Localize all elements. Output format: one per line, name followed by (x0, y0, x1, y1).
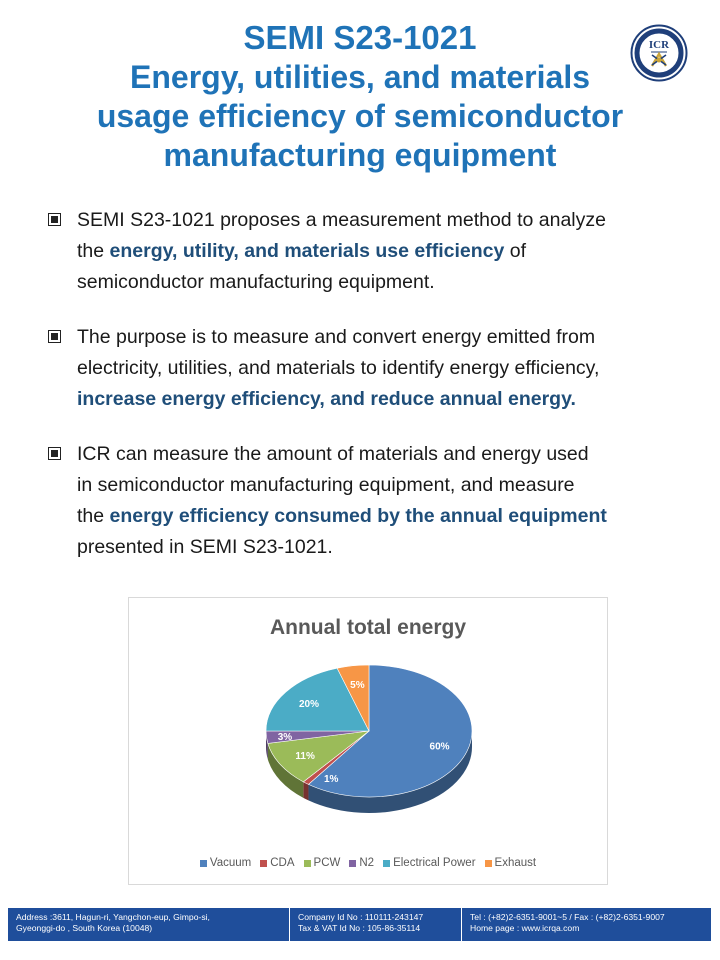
footer (8, 908, 711, 941)
bullet-text: the energy, utility, and materials use efficiency of (77, 240, 527, 262)
homepage-link: Home page : www.icrqa.com (470, 923, 580, 933)
legend-swatch (349, 860, 356, 867)
legend-entry (304, 857, 341, 869)
legend-entry (485, 857, 537, 869)
highlight-text: energy efficiency consumed by the annual equipment (109, 505, 607, 527)
footer-address (8, 908, 290, 941)
highlight-text: energy, utility, and materials use efficiency (109, 240, 505, 262)
bullet-item (46, 322, 686, 415)
legend-label: CDA (270, 857, 295, 869)
legend-label: Electrical Power (393, 857, 476, 869)
square-bullet-icon (48, 213, 61, 226)
legend-label: N2 (359, 857, 375, 869)
pie-chart-plot (129, 598, 607, 884)
legend-swatch (200, 860, 207, 867)
square-bullet-icon (48, 330, 61, 343)
phone-fax: Tel : (+82)2-6351-9001~5 / Fax : (+82)2-6351-9007 (470, 912, 665, 922)
address-line: Address :3611, Hagun-ri, Yangchon-eup, Gimpo-si, (16, 912, 210, 922)
legend-entry (383, 857, 475, 869)
highlight-text: increase energy efficiency, and reduce annual energy. (77, 388, 576, 410)
bullet-text: semiconductor manufacturing equipment. (77, 271, 435, 293)
legend-label: Exhaust (494, 857, 537, 869)
logo-text: ICR (648, 39, 670, 51)
bullet-text: in semiconductor manufacturing equipment, and measure (77, 474, 575, 496)
bullet-item (46, 439, 686, 563)
data-label: 5% (350, 680, 365, 692)
title-line-4: manufacturing equipment (163, 137, 557, 173)
legend-swatch (304, 860, 311, 867)
bullet-item (46, 205, 686, 298)
square-bullet-icon (48, 447, 61, 460)
legend-swatch (485, 860, 492, 867)
legend-swatch (383, 860, 390, 867)
bullet-text: The purpose is to measure and convert energy emitted from (77, 326, 596, 348)
bullet-text: presented in SEMI S23-1021. (77, 536, 333, 558)
tax-id: Tax & VAT Id No : 105-86-35114 (298, 923, 421, 933)
pie-side-cda (303, 782, 308, 801)
data-label: 1% (324, 773, 339, 785)
bullet-text: the energy efficiency consumed by the annual equipment (77, 505, 607, 527)
title-line-2: Energy, utilities, and materials (130, 59, 590, 95)
pie-chart (128, 597, 608, 885)
icr-logo (630, 24, 688, 82)
legend-entry (200, 857, 251, 869)
title-line-1: SEMI S23-1021 (243, 19, 477, 56)
legend-entry (349, 857, 374, 869)
legend-entry (260, 857, 294, 869)
chart-legend (129, 857, 607, 869)
bullet-text: electricity, utilities, and materials to identify energy efficiency, (77, 357, 600, 379)
footer-company-ids (290, 908, 462, 941)
data-label: 20% (298, 699, 320, 711)
legend-swatch (260, 860, 267, 867)
address-line: Gyeonggi-do , South Korea (10048) (16, 923, 153, 933)
legend-label: Vacuum (209, 857, 252, 869)
data-label: 11% (295, 751, 315, 763)
company-id: Company Id No : 110111-243147 (298, 912, 424, 922)
bullet-list (46, 205, 686, 587)
page-title (0, 18, 720, 175)
data-label: 60% (429, 741, 450, 753)
data-label: 3% (277, 732, 293, 744)
bullet-text: ICR can measure the amount of materials and energy used (77, 443, 589, 465)
title-line-3: usage efficiency of semiconductor (96, 98, 624, 134)
chart-title: Annual total energy (269, 616, 467, 639)
footer-contact (462, 908, 711, 941)
bullet-text: SEMI S23-1021 proposes a measurement method to analyze (77, 209, 606, 231)
legend-label: PCW (313, 857, 341, 869)
